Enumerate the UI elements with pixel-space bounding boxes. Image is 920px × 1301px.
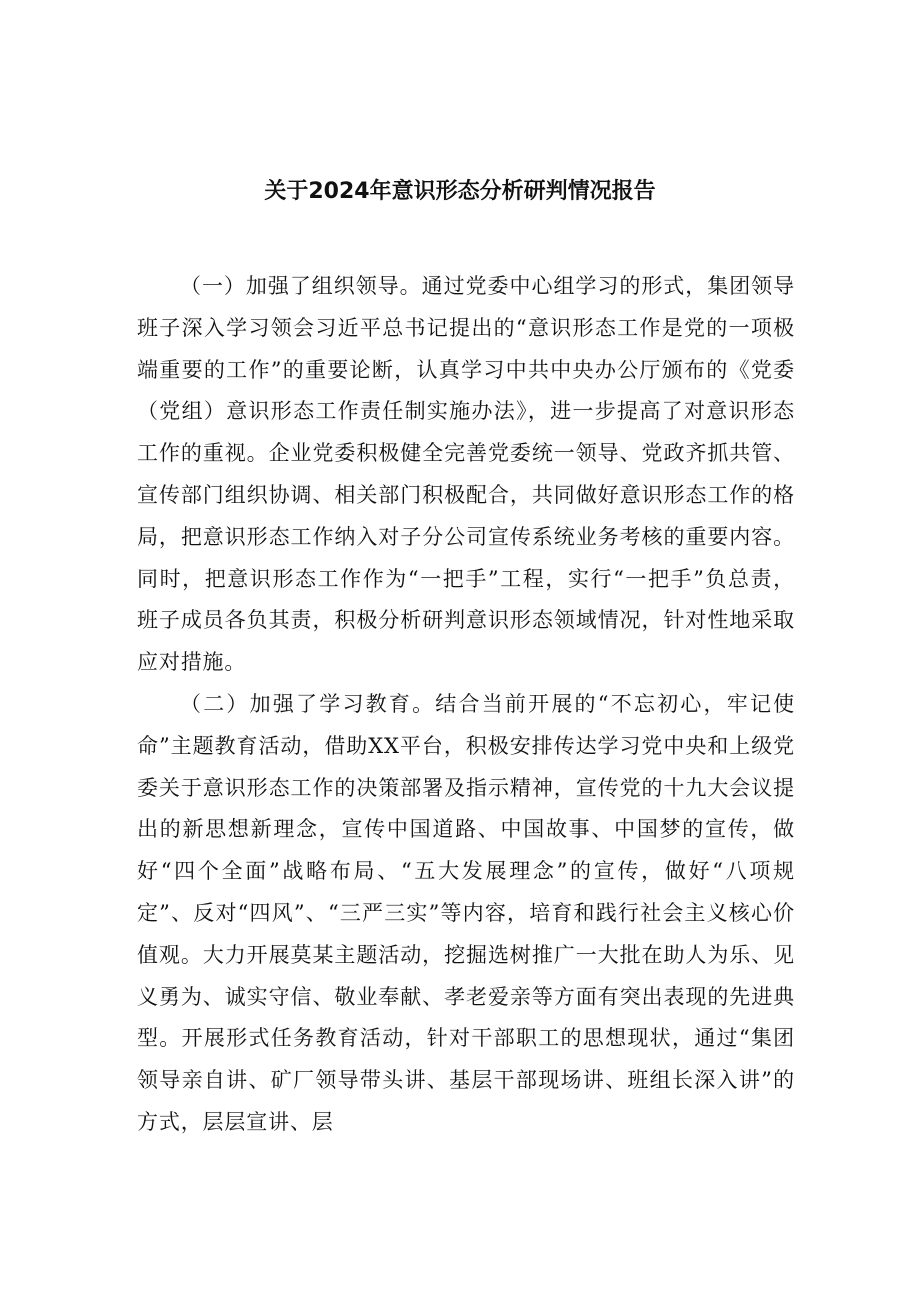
paragraph-organizational-leadership: （一）加强了组织领导。通过党委中心组学习的形式，集团领导班子深入学习领会习近平总书记提出的“意识形态工作是党的一项极端重要的工作”的重要论断，认真学习中共中央办公厅颁布的《党委（党组）意识形态工作责任制实施办法》，进一步提高了对意识形态工作的重视。企业党委积极健全完善党委统一领导、党政齐抓共管、宣传部门组织协调、相关部门积极配合，共同做好意识形态工作的格局，把意识形态工作纳入对子分公司宣传系统业务考核的重要内容。同时，把意识形态工作作为“一把手”工程，实行“一把手”负总责，班子成员各负其责，积极分析研判意识形态领域情况，针对性地采取应对措施。 [137, 274, 795, 675]
document-title: 关于2024年意识形态分析研判情况报告 [264, 179, 656, 204]
paragraph-learning-education: （二）加强了学习教育。结合当前开展的“不忘初心，牢记使命”主题教育活动，借助XX平台，积极安排传达学习党中央和上级党委关于意识形态工作的决策部署及指示精神，宣传党的十九大会议提出的新思想新理念，宣传中国道路、中国故事、中国梦的宣传，做好“四个全面”战略布局、“五大发展理念”的宣传，做好“八项规定”、反对“四风”、“三严三实”等内容，培育和践行社会主义核心价值观。大力开展莫某主题活动，挖掘选树推广一大批在助人为乐、见义勇为、诚实守信、敬业奉献、孝老爱亲等方面有突出表现的先进典型。开展形式任务教育活动，针对干部职工的思想现状，通过“集团领导亲自讲、矿厂领导带头讲、基层干部现场讲、班组长深入讲”的方式，层层宣讲、层 [137, 691, 795, 1134]
document-body [137, 266, 795, 1144]
